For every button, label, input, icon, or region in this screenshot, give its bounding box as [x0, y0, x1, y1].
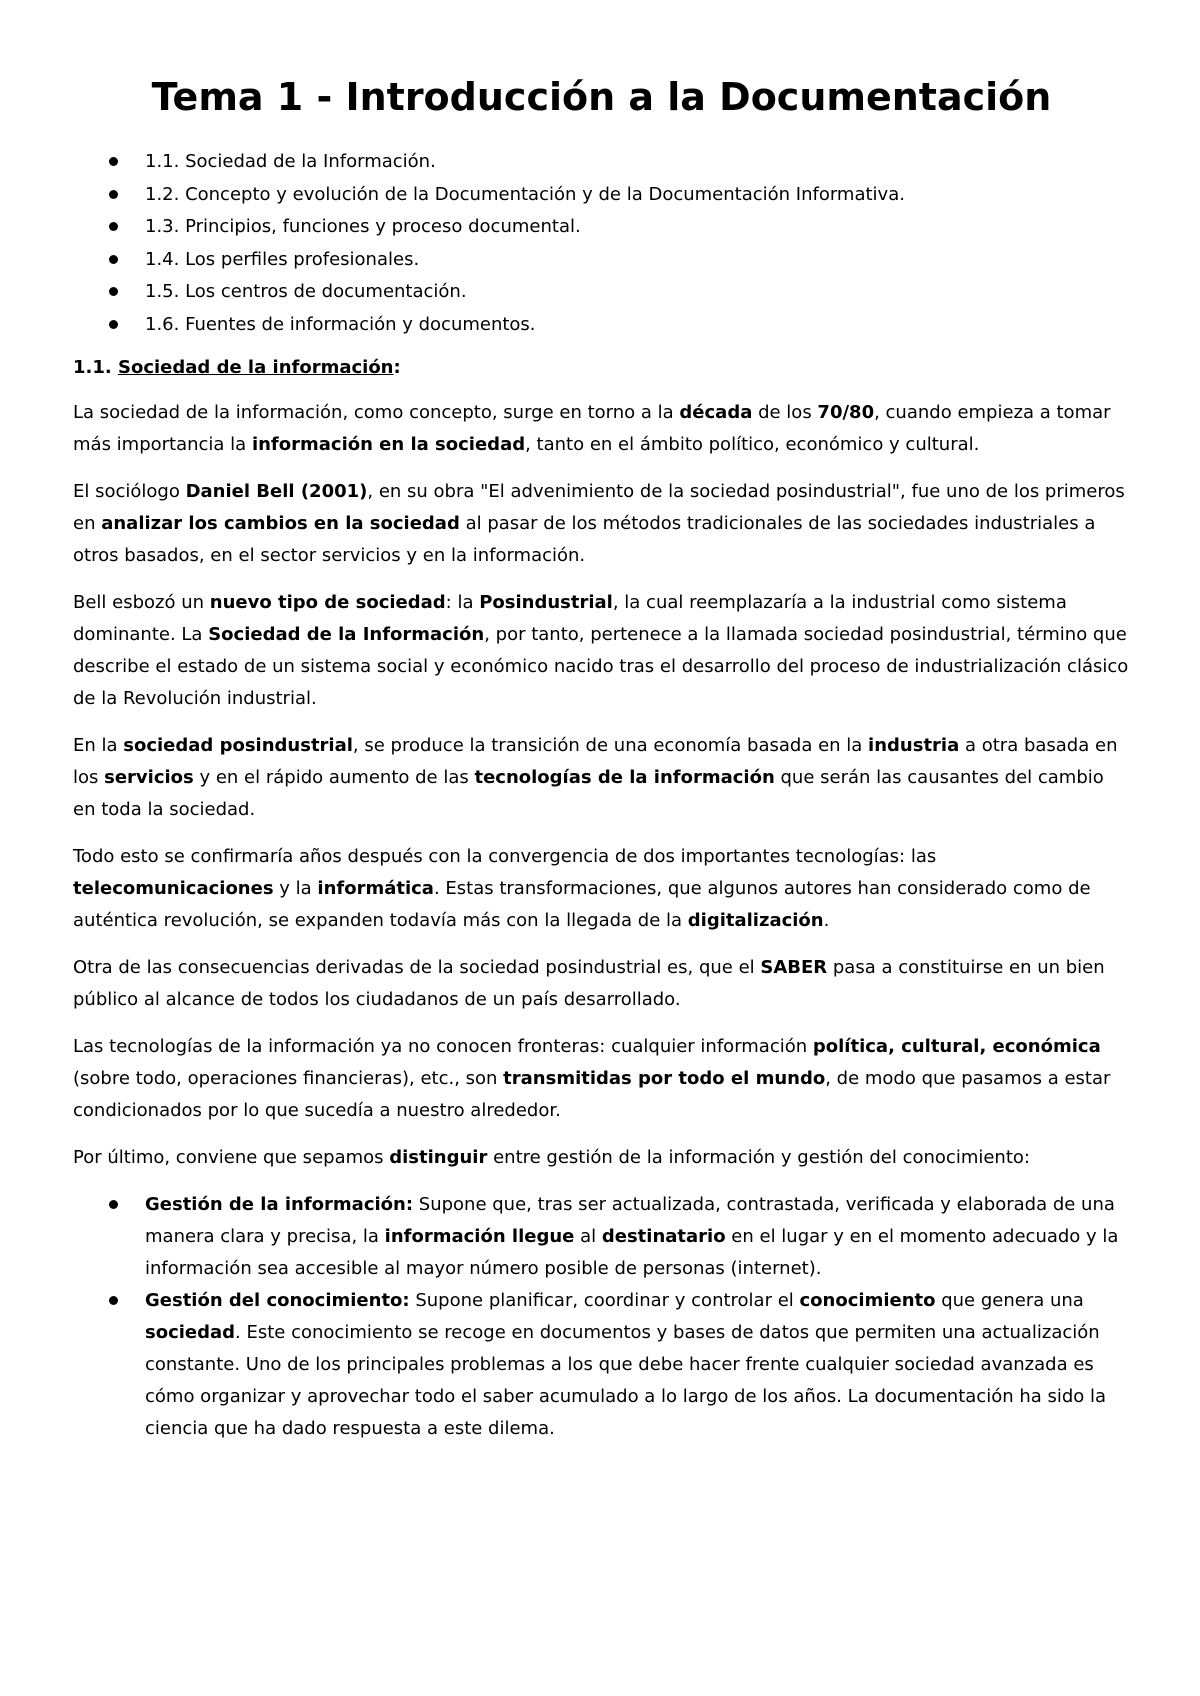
- management-list: [73, 1189, 1130, 1445]
- paragraph: [73, 397, 1130, 461]
- text-run: . Estas transformaciones, que algunos autores han considerado como de auténtica revolución, se expanden todavía más con la llegada de la: [73, 878, 1091, 931]
- bullet-icon: [109, 222, 118, 231]
- bold-text: telecomunicaciones: [73, 878, 274, 899]
- toc-item-text: 1.5. Los centros de documentación.: [145, 281, 467, 302]
- text-run: Todo esto se confirmaría años después con la convergencia de dos importantes tecnologías: las: [73, 846, 937, 867]
- bold-text: industria: [868, 735, 960, 756]
- bold-text: informática: [317, 878, 434, 899]
- paragraph: [73, 1142, 1130, 1174]
- text-run: Bell esbozó un: [73, 592, 210, 613]
- bold-text: destinatario: [601, 1226, 726, 1247]
- text-run: (sobre todo, operaciones financieras), etc., son: [73, 1068, 504, 1089]
- text-run: Supone planificar, coordinar y controlar el: [409, 1290, 800, 1311]
- bold-text: sociedad: [145, 1322, 236, 1343]
- toc-item: [73, 179, 1130, 212]
- text-run: a otra basada en los: [73, 735, 1118, 788]
- text-run: .: [823, 910, 830, 931]
- management-item: [73, 1285, 1130, 1445]
- toc-item: [73, 309, 1130, 342]
- paragraph: [73, 1031, 1130, 1127]
- bold-text: política, cultural, económica: [812, 1036, 1101, 1057]
- management-item: [73, 1189, 1130, 1285]
- section-title: Sociedad de la información: [118, 357, 394, 378]
- document-title: Tema 1 - Introducción a la Documentación: [151, 75, 1052, 119]
- text-run: al: [574, 1226, 602, 1247]
- management-item-text: [145, 1290, 1106, 1439]
- text-run: , la cual reemplazaría a la industrial como sistema dominante. La: [73, 592, 1067, 645]
- bold-text: Gestión de la información:: [145, 1194, 414, 1215]
- bullet-icon: [109, 287, 118, 296]
- bold-text: nuevo tipo de sociedad: [209, 592, 446, 613]
- paragraph: [73, 841, 1130, 937]
- paragraph: [73, 952, 1130, 1016]
- bold-text: distinguir: [389, 1147, 488, 1168]
- toc-item-text: 1.2. Concepto y evolución de la Documentación y de la Documentación Informativa.: [145, 183, 905, 205]
- text-run: La sociedad de la información, como concepto, surge en torno a la: [73, 402, 680, 423]
- management-item-text: [145, 1194, 1118, 1279]
- text-run: que genera una: [935, 1290, 1084, 1311]
- text-run: en el lugar y en el momento adecuado y la información sea accesible al mayor número posible de personas (internet).: [145, 1226, 1119, 1279]
- bold-text: SABER: [760, 957, 828, 978]
- text-run: y la: [273, 878, 318, 899]
- bold-text: transmitidas por todo el mundo: [503, 1068, 826, 1089]
- bold-text: servicios: [104, 767, 194, 788]
- bold-text: información llegue: [384, 1226, 575, 1247]
- text-run: El sociólogo: [73, 481, 186, 502]
- text-run: entre gestión de la información y gestión del conocimiento:: [487, 1147, 1030, 1168]
- section-heading: [73, 353, 1130, 383]
- section-suffix: :: [393, 357, 401, 378]
- paragraph: [73, 476, 1130, 572]
- bullet-icon: [109, 190, 118, 199]
- bullet-icon: [109, 157, 118, 166]
- bold-text: Sociedad de la Información: [208, 624, 485, 645]
- text-run: Otra de las consecuencias derivadas de la sociedad posindustrial es, que el: [73, 957, 761, 978]
- paragraph: [73, 730, 1130, 826]
- text-run: , en su obra "El advenimiento de la sociedad posindustrial", fue uno de los primeros en: [73, 481, 1125, 534]
- text-run: , tanto en el ámbito político, económico y cultural.: [525, 434, 980, 455]
- text-run: , cuando empieza a tomar más importancia la: [73, 402, 1111, 455]
- text-run: y en el rápido aumento de las: [193, 767, 475, 788]
- bold-text: década: [679, 402, 753, 423]
- text-run: Por último, conviene que sepamos: [73, 1147, 390, 1168]
- section-number: 1.1.: [73, 357, 112, 378]
- text-run: pasa a constituirse en un bien público al alcance de todos los ciudadanos de un país desarrollado.: [73, 957, 1105, 1010]
- bullet-icon: [109, 320, 118, 329]
- bullet-icon: [109, 255, 118, 264]
- bold-text: información en la sociedad: [251, 434, 526, 455]
- text-run: Supone que, tras ser actualizada, contrastada, verificada y elaborada de una manera clara y precisa, la: [145, 1194, 1115, 1247]
- bold-text: digitalización: [687, 910, 824, 931]
- text-run: : la: [445, 592, 480, 613]
- bold-text: 70/80: [817, 402, 875, 423]
- bold-text: sociedad posindustrial: [123, 735, 353, 756]
- text-run: de los: [752, 402, 818, 423]
- paragraph: [73, 587, 1130, 715]
- text-run: que serán las causantes del cambio en toda la sociedad.: [73, 767, 1104, 820]
- text-run: , se produce la transición de una economía basada en la: [352, 735, 869, 756]
- toc-item: [73, 244, 1130, 277]
- toc-item-text: 1.6. Fuentes de información y documentos.: [145, 313, 536, 335]
- bold-text: analizar los cambios en la sociedad: [101, 513, 460, 534]
- toc-item-text: 1.3. Principios, funciones y proceso documental.: [145, 216, 581, 237]
- bold-text: Gestión del conocimiento:: [145, 1290, 410, 1311]
- toc-item: [73, 276, 1130, 309]
- bold-text: tecnologías de la información: [474, 767, 775, 788]
- toc-item: [73, 146, 1130, 179]
- bold-text: Posindustrial: [479, 592, 613, 613]
- toc-item: [73, 211, 1130, 244]
- text-run: . Este conocimiento se recoge en documentos y bases de datos que permiten una actualización constante. Uno de los principales problemas a los que debe hacer frente cualquier sociedad avanzada es cómo organizar y aprovechar todo el saber acumulado a lo largo de los años. La documentación ha sido la ciencia que ha dado respuesta a este dilema.: [145, 1322, 1107, 1439]
- text-run: , de modo que pasamos a estar condicionados por lo que sucedía a nuestro alrededor.: [73, 1068, 1111, 1121]
- text-run: al pasar de los métodos tradicionales de las sociedades industriales a otros basados, en el sector servicios y en la información.: [73, 513, 1096, 566]
- text-run: , por tanto, pertenece a la llamada sociedad posindustrial, término que describe el estado de un sistema social y económico nacido tras el desarrollo del proceso de industrialización clásico de la Revolución industrial.: [73, 624, 1129, 709]
- toc-item-text: 1.4. Los perfiles profesionales.: [145, 248, 420, 270]
- bullet-icon: [109, 1296, 118, 1305]
- text-run: En la: [73, 735, 124, 756]
- text-run: Las tecnologías de la información ya no conocen fronteras: cualquier información: [73, 1036, 813, 1057]
- toc-item-text: 1.1. Sociedad de la Información.: [145, 151, 436, 172]
- bullet-icon: [109, 1200, 118, 1209]
- table-of-contents: [73, 146, 1130, 341]
- bold-text: conocimiento: [799, 1290, 936, 1311]
- bold-text: Daniel Bell (2001): [185, 481, 368, 502]
- body-text: [73, 397, 1130, 1174]
